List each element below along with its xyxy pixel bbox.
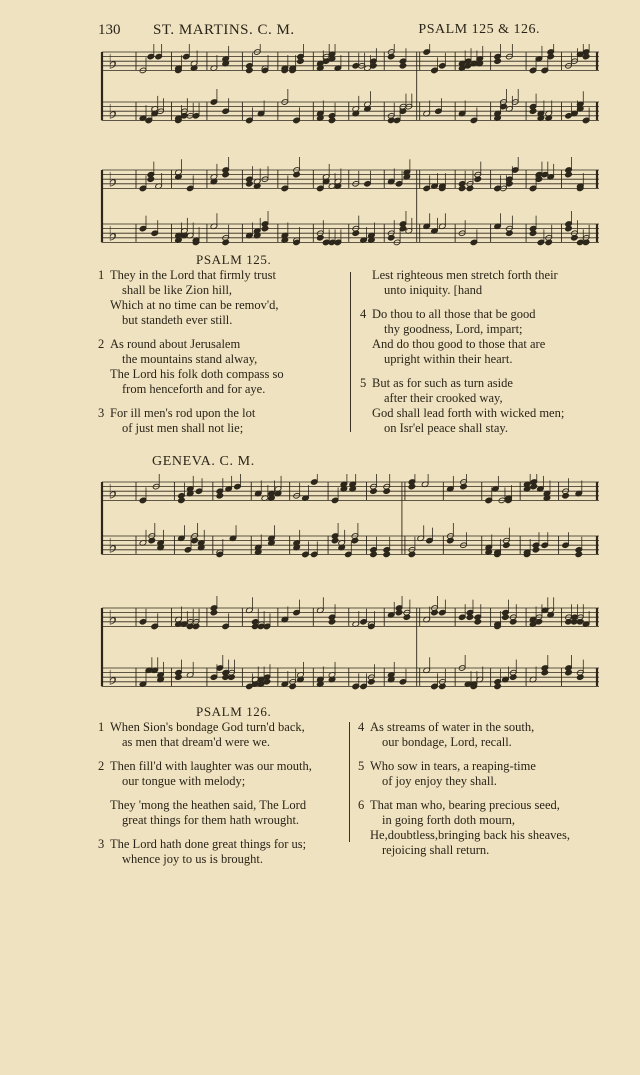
svg-text:♭: ♭ <box>108 479 118 504</box>
verse-line: God shall lead forth with wicked men; <box>372 406 565 420</box>
verse-line: but standeth ever still. <box>122 313 233 327</box>
verse-line: Lest righteous men stretch forth their <box>372 268 558 282</box>
svg-text:♭: ♭ <box>108 665 118 690</box>
verse <box>98 337 345 397</box>
verse-line: The Lord his folk doth compass so <box>110 367 284 381</box>
verse <box>98 720 350 750</box>
verse <box>358 798 610 858</box>
verse <box>358 759 610 789</box>
verse-line: the mountains stand alway, <box>122 352 258 366</box>
verse-line: as men that dream'd were we. <box>122 735 271 749</box>
music-system-geneva-2 <box>98 596 601 692</box>
tune-title: ST. MARTINS. C. M. <box>153 22 295 38</box>
verse-line: whence joy to us is brought. <box>122 852 263 866</box>
verse-line: They in the Lord that firmly trust <box>110 268 276 282</box>
verse-number: 4 <box>358 720 365 734</box>
verse-line: rejoicing shall return. <box>382 843 490 857</box>
svg-text:♭: ♭ <box>108 533 118 558</box>
page-header <box>98 22 540 42</box>
verse-number: 3 <box>98 837 105 851</box>
verse <box>110 798 350 828</box>
music-system-st-martins-2 <box>98 152 601 248</box>
svg-text:♭: ♭ <box>108 605 118 630</box>
verse-line: That man who, bearing precious seed, <box>370 798 560 812</box>
page-number: 130 <box>98 22 121 38</box>
svg-text:♭: ♭ <box>108 99 118 124</box>
verse-number: 6 <box>358 798 365 812</box>
verse <box>98 406 345 436</box>
verse <box>372 268 612 298</box>
verse <box>360 307 612 367</box>
verse-number: 2 <box>98 759 105 773</box>
verse-line: Who sow in tears, a reaping-time <box>370 759 536 773</box>
verse <box>98 268 345 328</box>
verse-line: Do thou to all those that be good <box>372 307 536 321</box>
verse-line: As streams of water in the south, <box>370 720 535 734</box>
verse-line: thy goodness, Lord, impart; <box>384 322 523 336</box>
verse-line: They 'mong the heathen said, The Lord <box>110 798 307 812</box>
verse-line: upright within their heart. <box>384 352 513 366</box>
verse-line: our tongue with melody; <box>122 774 246 788</box>
svg-text:♭: ♭ <box>108 49 118 74</box>
verse <box>98 837 350 867</box>
verse <box>98 759 350 789</box>
column-divider-2 <box>349 722 350 842</box>
verse-line: unto iniquity. [hand <box>384 283 483 297</box>
verse <box>358 720 610 750</box>
verse-line: For ill men's rod upon the lot <box>110 406 256 420</box>
verse-line: of joy enjoy they shall. <box>382 774 497 788</box>
verse-line: Which at no time can be remov'd, <box>110 298 279 312</box>
svg-text:♭: ♭ <box>108 167 118 192</box>
verse-number: 3 <box>98 406 105 420</box>
verse-line: But as for such as turn aside <box>372 376 513 390</box>
verse-line: And do thou good to those that are <box>372 337 546 351</box>
verse-number: 2 <box>98 337 105 351</box>
music-system-geneva-1 <box>98 474 601 566</box>
psalm-125-right-column <box>360 268 612 445</box>
verse-line: He,doubtless,bringing back his sheaves, <box>370 828 570 842</box>
verse-number: 5 <box>360 376 367 390</box>
verse-number: 1 <box>98 268 105 282</box>
verse-line: As round about Jerusalem <box>110 337 241 351</box>
verse-line: in going forth doth mourn, <box>382 813 515 827</box>
verse-number: 5 <box>358 759 365 773</box>
column-divider <box>350 272 351 432</box>
geneva-title: GENEVA. C. M. <box>152 454 255 469</box>
verse-line: When Sion's bondage God turn'd back, <box>110 720 305 734</box>
verse-line: Then fill'd with laughter was our mouth, <box>110 759 312 773</box>
psalm-126-heading: PSALM 126. <box>196 704 272 719</box>
verse-line: of just men shall not lie; <box>122 421 244 435</box>
verse-number: 4 <box>360 307 367 321</box>
verse-line: shall be like Zion hill, <box>122 283 233 297</box>
svg-text:♭: ♭ <box>108 221 118 246</box>
verse-line: on Isr'el peace shall stay. <box>384 421 508 435</box>
psalm-126-right-column <box>358 720 610 867</box>
psalm-reference: PSALM 125 & 126. <box>418 22 540 37</box>
verse-line: The Lord hath done great things for us; <box>110 837 307 851</box>
verse-line: great things for them hath wrought. <box>122 813 300 827</box>
verse-line: from henceforth and for aye. <box>122 382 266 396</box>
verse <box>360 376 612 436</box>
verse-line: our bondage, Lord, recall. <box>382 735 512 749</box>
verse-number: 1 <box>98 720 105 734</box>
psalm-126-left-column <box>98 720 350 876</box>
music-system-st-martins-1 <box>98 44 601 136</box>
verse-line: after their crooked way, <box>384 391 503 405</box>
psalm-125-heading: PSALM 125. <box>196 252 272 267</box>
psalm-125-left-column <box>98 268 345 445</box>
